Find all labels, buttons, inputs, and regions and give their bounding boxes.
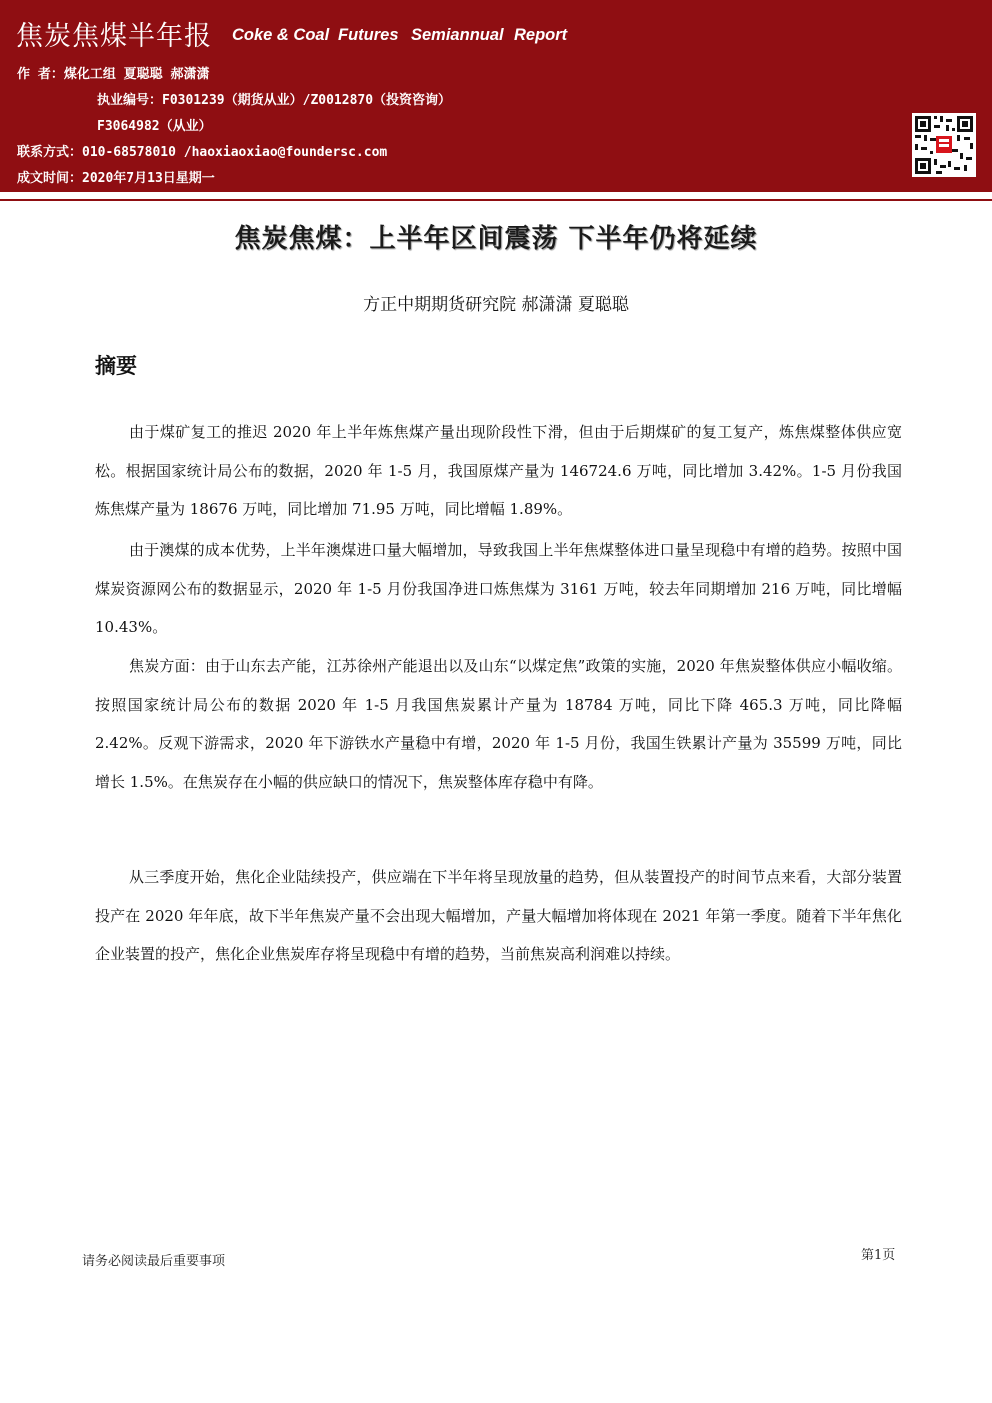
- abstract-heading: 摘要: [95, 354, 137, 378]
- abstract-paragraph: 由于澳煤的成本优势，上半年澳煤进口量大幅增加，导致我国上半年焦煤整体进口量呈现稳中有增的趋势。按照中国煤炭资源网公布的数据显示，2020 年 1-5 月份我国净进口炼焦煤为 3161 万吨，较去年同期增加 216 万吨，同比增幅 10.43%。: [95, 541, 902, 636]
- english-title-word: Semiannual: [411, 26, 504, 44]
- abstract-paragraph: 由于煤矿复工的推迟 2020 年上半年炼焦煤产量出现阶段性下滑，但由于后期煤矿的复工复产，炼焦煤整体供应宽松。根据国家统计局公布的数据，2020 年 1-5 月，我国原煤产量为 146724.6 万吨，同比增加 3.42%。1-5 月份我国炼焦煤产量为 18676 万吨，同比增加 71.95 万吨，同比增幅 1.89%。: [95, 423, 902, 518]
- english-title-word: Futures: [338, 26, 399, 44]
- report-type-title: 焦炭焦煤半年报: [16, 21, 212, 52]
- report-header-banner: [0, 0, 992, 192]
- abstract-paragraph: 焦炭方面：由于山东去产能，江苏徐州产能退出以及山东“以煤定焦”政策的实施，2020 年焦炭整体供应小幅收缩。按照国家统计局公布的数据 2020 年 1-5 月我国焦炭累计产量为 18784 万吨，同比下降 465.3 万吨，同比降幅 2.42%。反观下游需求，2020 年下游铁水产量稳中有增，2020 年 1-5 月份，我国生铁累计产量为 35599 万吨，同比增长 1.5%。在焦炭存在小幅的供应缺口的情况下，焦炭整体库存稳中有降。: [95, 657, 902, 791]
- qr-code-icon: [912, 113, 976, 177]
- date-line: 成文时间：2020年7月13日星期一: [17, 171, 215, 186]
- header-divider: [0, 199, 992, 201]
- license-number-line-2: F3064982（从业）: [97, 119, 212, 134]
- abstract-paragraph: 从三季度开始，焦化企业陆续投产，供应端在下半年将呈现放量的趋势，但从装置投产的时间节点来看，大部分装置投产在 2020 年年底，故下半年焦炭产量不会出现大幅增加，产量大幅增加将体现在 2021 年第一季度。随着下半年焦化企业装置的投产，焦化企业焦炭库存将呈现稳中有增的趋势，当前焦炭高利润难以持续。: [95, 868, 902, 963]
- page-number: 第1页: [861, 1248, 896, 1263]
- license-number-line: 执业编号：F0301239（期货从业）/Z0012870（投资咨询）: [97, 93, 452, 108]
- author-line: 作 者：煤化工组 夏聪聪 郝潇潇: [17, 67, 210, 82]
- disclaimer-notice: 请务必阅读最后重要事项: [82, 1254, 226, 1269]
- document-byline: 方正中期期货研究院 郝潇潇 夏聪聪: [363, 295, 629, 315]
- english-title-word: Coke & Coal: [232, 26, 330, 44]
- document-title: 焦炭焦煤：上半年区间震荡 下半年仍将延续: [234, 224, 758, 254]
- contact-line: 联系方式：010-68578010 /haoxiaoxiao@foundersc.com: [17, 145, 388, 160]
- english-title-word: Report: [514, 26, 568, 44]
